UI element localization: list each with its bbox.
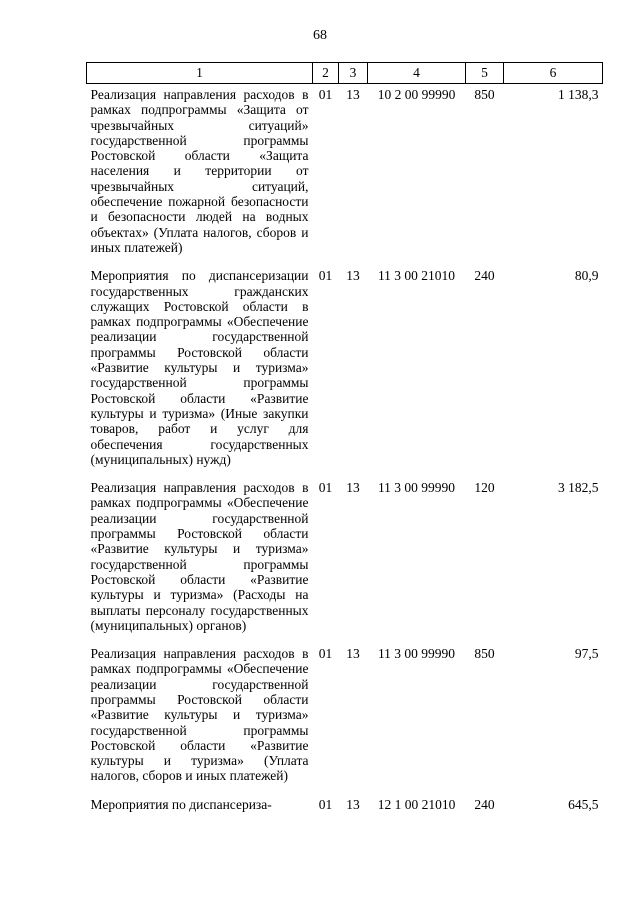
row-section-code: 01 — [318, 268, 333, 284]
row-section-code: 01 — [318, 796, 333, 812]
row-subsection-code: 13 — [346, 646, 360, 662]
row-subsection-code: 13 — [346, 796, 360, 812]
row-subsection-code: 13 — [346, 87, 360, 102]
budget-table — [86, 62, 603, 812]
table-header-row — [87, 63, 603, 84]
row-amount: 3 182,5 — [558, 480, 599, 496]
column-header: 1 — [87, 63, 313, 84]
table-row — [87, 477, 603, 643]
table-row — [87, 84, 603, 266]
row-expense-type: 120 — [474, 480, 495, 496]
row-expense-type: 850 — [474, 646, 495, 662]
column-header: 3 — [339, 63, 368, 84]
row-section-code: 01 — [318, 480, 333, 496]
row-amount: 1 138,3 — [558, 87, 599, 102]
table-row — [87, 643, 603, 794]
row-subsection-code: 13 — [346, 480, 360, 496]
row-description: Реализация направления расходов в рамках подпрограммы «Обеспечение реализации государственной программы Ростовской области «Развитие культуры и туризма» государственной программы Ростовской области «Развитие культуры и туризма» (Уплата налогов, сборов и иных платежей) — [90, 646, 309, 784]
row-expense-type: 240 — [474, 268, 495, 284]
row-amount: 97,5 — [574, 646, 599, 662]
row-section-code: 01 — [318, 87, 333, 102]
table-row — [87, 265, 603, 477]
column-header: 2 — [313, 63, 339, 84]
row-target-article: 12 1 00 21010 — [377, 796, 456, 812]
row-section-code: 01 — [318, 646, 333, 662]
row-amount: 645,5 — [568, 796, 599, 812]
row-description: Мероприятия по диспансериза- — [90, 796, 272, 812]
row-target-article: 10 2 00 99990 — [377, 87, 456, 102]
page-number: 68 — [313, 28, 327, 43]
row-description: Реализация направления расходов в рамках подпрограммы «Обеспечение реализации государственной программы Ростовской области «Развитие культуры и туризма» государственной программы Ростовской области «Развитие культуры и туризма» (Расходы на выплаты персоналу государственных (муниципальных) органов) — [90, 480, 309, 633]
row-expense-type: 240 — [474, 796, 495, 812]
row-target-article: 11 3 00 99990 — [377, 646, 456, 662]
row-subsection-code: 13 — [346, 268, 360, 284]
row-target-article: 11 3 00 21010 — [377, 268, 456, 284]
column-header: 5 — [466, 63, 504, 84]
row-expense-type: 850 — [474, 87, 495, 102]
row-amount: 80,9 — [574, 268, 599, 284]
column-header: 4 — [368, 63, 466, 84]
row-target-article: 11 3 00 99990 — [377, 480, 456, 496]
column-header: 6 — [504, 63, 603, 84]
table-row — [87, 794, 603, 812]
row-description: Мероприятия по диспансеризации государственных гражданских служащих Ростовской области в рамках подпрограммы «Обеспечение реализации государственной программы Ростовской области «Развитие культуры и туризма» государственной программы Ростовской области «Развитие культуры и туризма» (Иные закупки товаров, работ и услуг для обеспечения государственных (муниципальных) нужд) — [90, 268, 309, 467]
row-description: Реализация направления расходов в рамках подпрограммы «Защита от чрезвычайных ситуаций» государственной программы Ростовской области «Защита населения и территории от чрезвычайных ситуаций, обеспечение пожарной безопасности и безопасности людей на водных объектах» (Уплата налогов, сборов и иных платежей) — [90, 87, 309, 255]
